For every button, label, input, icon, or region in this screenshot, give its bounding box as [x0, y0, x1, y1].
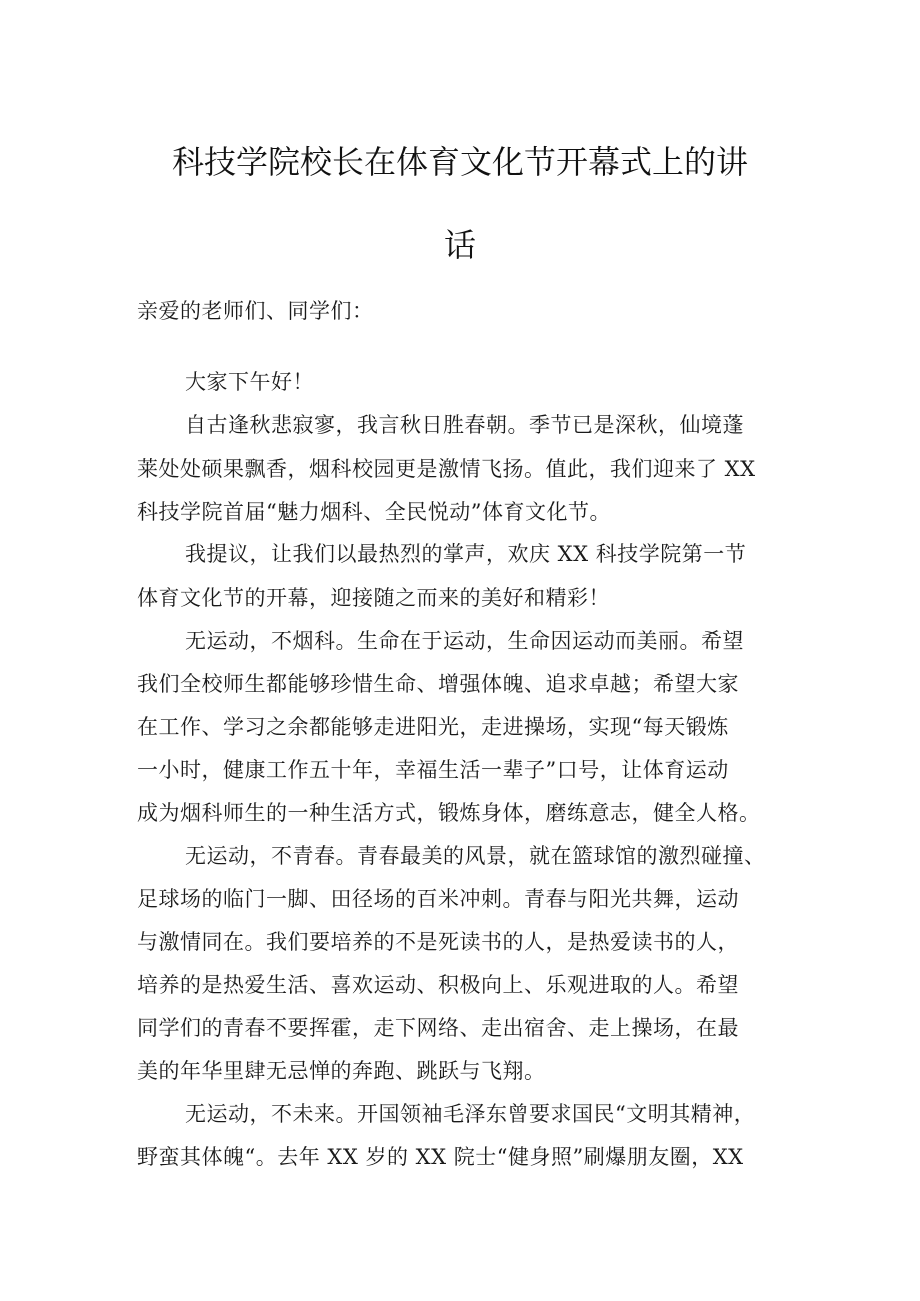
body-line: 无运动，不未来。开国领袖毛泽东曾要求国民“文明其精神， — [185, 1102, 756, 1126]
body-line: 与激情同在。我们要培养的不是死读书的人，是热爱读书的人， — [137, 930, 739, 954]
body-line: 一小时，健康工作五十年，幸福生活一辈子”口号，让体育运动 — [137, 758, 729, 782]
greeting: 大家下午好！ — [185, 370, 314, 394]
body-line: 无运动，不青春。青春最美的风景，就在篮球馆的激烈碰撞、 — [185, 844, 766, 868]
body-line: 足球场的临门一脚、田径场的百米冲刺。青春与阳光共舞，运动 — [137, 887, 739, 911]
body-line: 无运动，不烟科。生命在于运动，生命因运动而美丽。希望 — [185, 629, 744, 653]
body-line: 野蛮其体魄“。去年 XX 岁的 XX 院士“健身照”刷爆朋友圈，XX — [137, 1145, 744, 1169]
body-line: 科技学院首届“魅力烟科、全民悦动”体育文化节。 — [137, 500, 611, 524]
body-line: 体育文化节的开幕，迎接随之而来的美好和精彩！ — [137, 586, 610, 610]
document-title-line-1: 科技学院校长在体育文化节开幕式上的讲 — [171, 143, 748, 181]
body-line: 自古逢秋悲寂寥，我言秋日胜春朝。季节已是深秋，仙境蓬 — [185, 413, 744, 437]
body-line: 我们全校师生都能够珍惜生命、增强体魄、追求卓越；希望大家 — [137, 672, 739, 696]
body-line: 我提议，让我们以最热烈的掌声，欢庆 XX 科技学院第一节 — [185, 542, 747, 566]
body-line: 美的年华里肆无忌惮的奔跑、跳跃与飞翔。 — [137, 1059, 546, 1083]
body-line: 培养的是热爱生活、喜欢运动、积极向上、乐观进取的人。希望 — [137, 973, 739, 997]
body-line: 成为烟科师生的一种生活方式，锻炼身体，磨练意志，健全人格。 — [137, 801, 761, 825]
body-line: 在工作、学习之余都能够走进阳光，走进操场，实现“每天锻炼 — [137, 715, 729, 739]
salutation: 亲爱的老师们、同学们： — [137, 299, 374, 323]
body-line: 莱处处硕果飘香，烟科校园更是激情飞扬。值此，我们迎来了 XX — [137, 457, 756, 481]
body-line: 同学们的青春不要挥霍，走下网络、走出宿舍、走上操场，在最 — [137, 1016, 739, 1040]
document-title-line-2: 话 — [443, 226, 476, 264]
